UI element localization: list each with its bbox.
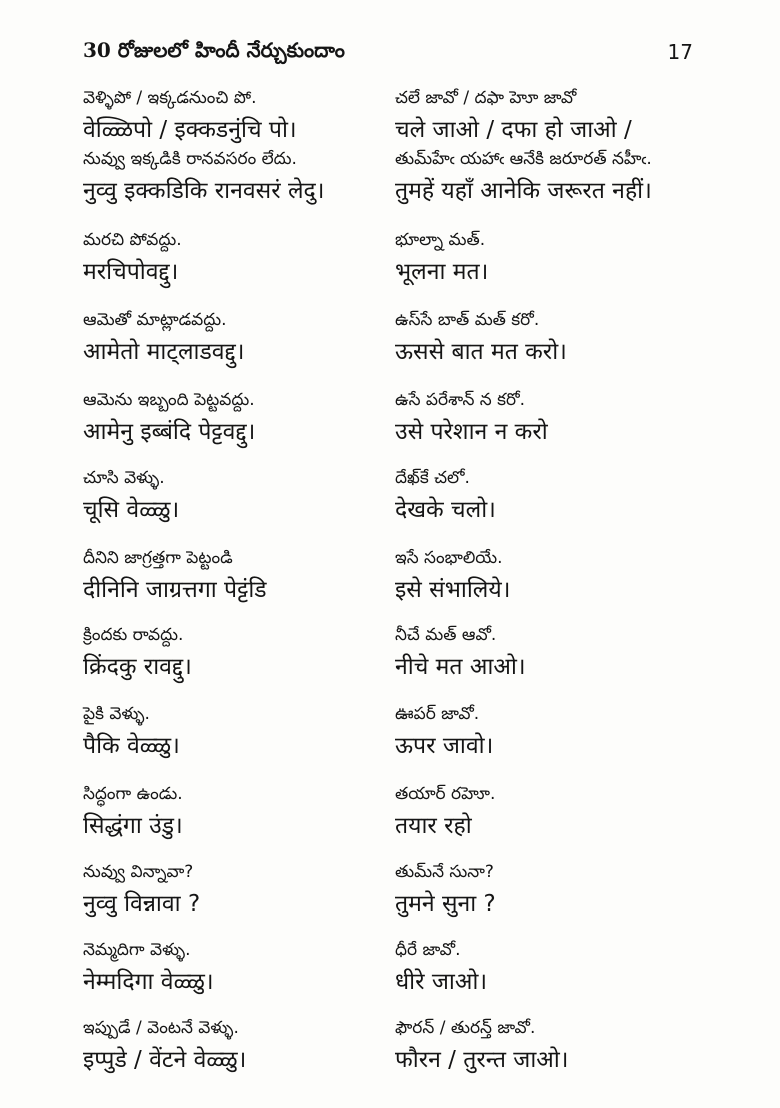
telugu-transliteration: దేఖ్‌కే చలో. bbox=[395, 468, 470, 488]
telugu-transliteration: ఇప్పుడే / వెంటనే వెళ్ళు. bbox=[83, 1018, 239, 1038]
phrase-entry-right bbox=[395, 464, 496, 528]
telugu-transliteration: చూసి వెళ్ళు. bbox=[83, 468, 165, 488]
hindi-phrase: धीरे जाओ। bbox=[395, 969, 488, 995]
telugu-transliteration: క్రిందకు రావద్దు. bbox=[83, 625, 184, 645]
phrase-entry-right bbox=[395, 621, 526, 685]
hindi-phrase: नेम्मदिगा वेळ्ळु। bbox=[83, 969, 214, 995]
phrase-entry-left bbox=[83, 226, 182, 290]
phrase-entry-right bbox=[395, 145, 652, 209]
phrase-entry-right bbox=[395, 306, 567, 370]
hindi-phrase: वेळ्ळिपो / इक्कडनुंचि पो। bbox=[83, 117, 297, 143]
telugu-transliteration: తుమ్‌నే సునా? bbox=[395, 862, 494, 882]
telugu-transliteration: పైకి వెళ్ళు. bbox=[83, 704, 150, 724]
telugu-transliteration: ఫౌరన్ / తురన్త్ జావో. bbox=[395, 1018, 536, 1038]
hindi-phrase: भूलना मत। bbox=[395, 259, 489, 285]
phrase-entry-left bbox=[83, 1014, 246, 1078]
telugu-transliteration: ఉస్‌సే బాత్ మత్ కరో. bbox=[395, 310, 540, 330]
telugu-transliteration: భూల్నా మత్. bbox=[395, 230, 486, 250]
hindi-phrase: क्रिंदकु रावद्दु। bbox=[83, 654, 192, 680]
hindi-phrase: दीनिनि जाग्रत्तगा पेट्टंडि bbox=[83, 577, 267, 603]
telugu-transliteration: సిద్ధంగా ఉండు. bbox=[83, 784, 183, 804]
hindi-phrase: चले जाओ / दफा हो जाओ / bbox=[395, 117, 632, 143]
hindi-phrase: नीचे मत आओ। bbox=[395, 654, 526, 680]
telugu-transliteration: నీచే మత్ ఆవో. bbox=[395, 625, 497, 645]
telugu-transliteration: ఊపర్ జావో. bbox=[395, 704, 480, 724]
phrase-entry-left bbox=[83, 700, 180, 764]
telugu-transliteration: ఆమెను ఇబ్బంది పెట్టవద్దు. bbox=[83, 390, 255, 410]
hindi-phrase: तुमने सुना ? bbox=[395, 891, 496, 917]
phrase-entry-right bbox=[395, 936, 487, 1000]
hindi-phrase: नुव्वु इक्कडिकि रानवसरं लेदु। bbox=[83, 178, 325, 204]
phrase-entry-right bbox=[395, 226, 488, 290]
hindi-phrase: फौरन / तुरन्त जाओ। bbox=[395, 1047, 569, 1073]
phrase-entry-left bbox=[83, 306, 244, 370]
telugu-transliteration: ఉసే పరేశాన్ న కరో. bbox=[395, 390, 526, 410]
phrase-entry-right bbox=[395, 386, 548, 450]
hindi-phrase: इप्पुडे / वेंटने वेळ्ळु। bbox=[83, 1047, 247, 1073]
hindi-phrase: उसे परेशान न करो bbox=[395, 419, 548, 445]
phrase-entry-left bbox=[83, 858, 200, 922]
phrase-entry-left bbox=[83, 145, 324, 209]
page-number: 17 bbox=[667, 40, 693, 64]
telugu-transliteration: ఆమెతో మాట్లాడవద్దు. bbox=[83, 310, 227, 330]
phrase-entry-left bbox=[83, 464, 179, 528]
telugu-transliteration: వెళ్ళిపో / ఇక్కడనుంచి పో. bbox=[83, 88, 257, 108]
phrase-entry-right bbox=[395, 700, 493, 764]
phrase-entry-left bbox=[83, 936, 214, 1000]
phrase-entry-right bbox=[395, 1014, 569, 1078]
hindi-phrase: तयार रहो bbox=[395, 813, 472, 839]
telugu-transliteration: నువ్వు ఇక్కడికి రానవసరం లేదు. bbox=[83, 149, 297, 169]
phrase-entry-left bbox=[83, 84, 297, 148]
telugu-transliteration: ఇసే సంభాలియే. bbox=[395, 548, 503, 568]
phrase-entry-right bbox=[395, 858, 496, 922]
phrase-entry-left bbox=[83, 544, 267, 608]
phrase-entry-right bbox=[395, 544, 510, 608]
hindi-phrase: ऊपर जावो। bbox=[395, 733, 494, 759]
hindi-phrase: ऊससे बात मत करो। bbox=[395, 339, 567, 365]
telugu-transliteration: నెమ్మదిగా వెళ్ళు. bbox=[83, 940, 191, 960]
phrase-entry-left bbox=[83, 621, 192, 685]
hindi-phrase: पैकि वेळ्ळु। bbox=[83, 733, 180, 759]
hindi-phrase: मरचिपोवद्दु। bbox=[83, 259, 179, 285]
telugu-transliteration: మరచి పోవద్దు. bbox=[83, 230, 182, 250]
phrase-entry-right bbox=[395, 84, 632, 148]
hindi-phrase: चूसि वेळ्ळु। bbox=[83, 497, 180, 523]
phrase-entry-right bbox=[395, 780, 495, 844]
page-header bbox=[83, 38, 693, 72]
telugu-transliteration: ధీరే జావో. bbox=[395, 940, 461, 960]
phrase-entry-left bbox=[83, 386, 255, 450]
hindi-phrase: आमेनु इब्बंदि पेट्टवद्दु। bbox=[83, 419, 256, 445]
hindi-phrase: नुव्वु विन्नावा ? bbox=[83, 891, 201, 917]
telugu-transliteration: తుమ్‌హేఁ యహాఁ ఆనేకి జరూరత్ నహీఁ. bbox=[395, 149, 652, 169]
telugu-transliteration: తయార్ రహెూ. bbox=[395, 784, 496, 804]
phrase-entry-left bbox=[83, 780, 183, 844]
hindi-phrase: तुमहें यहाँ आनेकि जरूरत नहीं। bbox=[395, 178, 652, 204]
telugu-transliteration: చలే జావో / దఫా హెూ జావో bbox=[395, 88, 577, 108]
hindi-phrase: आमेतो माट्लाडवद्दु। bbox=[83, 339, 245, 365]
page-title: 30 రోజులలో హిందీ నేర్చుకుందాం bbox=[83, 38, 345, 62]
hindi-phrase: इसे संभालिये। bbox=[395, 577, 511, 603]
hindi-phrase: सिद्धंगा उंडु। bbox=[83, 813, 183, 839]
telugu-transliteration: నువ్వు విన్నావా? bbox=[83, 862, 194, 882]
hindi-phrase: देखके चलो। bbox=[395, 497, 496, 523]
telugu-transliteration: దీనిని జాగ్రత్తగా పెట్టండి bbox=[83, 548, 233, 568]
